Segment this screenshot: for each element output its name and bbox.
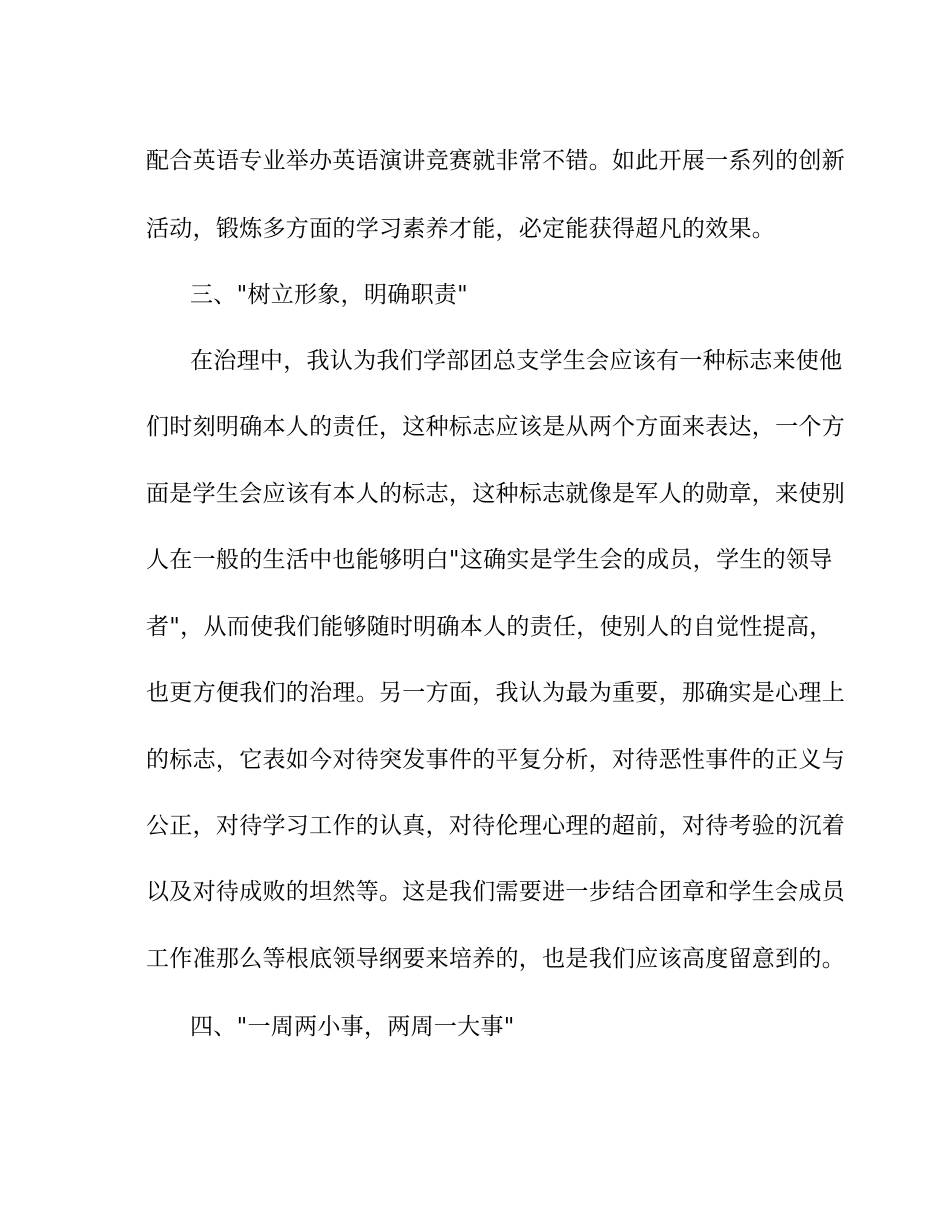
body-text-line: 公正，对待学习工作的认真，对待伦理心理的超前，对待考验的沉着 [146, 813, 845, 839]
paragraph-first-line: 在治理中，我认为我们学部团总支学生会应该有一种标志来使他 [190, 348, 843, 374]
body-text-line: 以及对待成败的坦然等。这是我们需要进一步结合团章和学生会成员 [146, 879, 845, 905]
body-text-line: 活动，锻炼多方面的学习素养才能，必定能获得超凡的效果。 [146, 216, 776, 242]
body-text-line: 人在一般的生活中也能够明白"这确实是学生会的成员，学生的领导 [146, 547, 833, 573]
body-text-line: 的标志，它表如今对待突发事件的平复分析，对待恶性事件的正义与 [146, 747, 845, 773]
section-heading: 四、"一周两小事，两周一大事" [190, 1014, 515, 1040]
body-text-line: 配合英语专业举办英语演讲竞赛就非常不错。如此开展一系列的创新 [146, 148, 845, 174]
body-text-line: 工作准那么等根底领导纲要来培养的，也是我们应该高度留意到的。 [146, 946, 845, 972]
section-heading: 三、"树立形象，明确职责" [190, 282, 469, 308]
body-text-line: 面是学生会应该有本人的标志，这种标志就像是军人的勋章，来使别 [146, 481, 845, 507]
body-text-line: 们时刻明确本人的责任，这种标志应该是从两个方面来表达，一个方 [146, 414, 845, 440]
body-text-line: 者"，从而使我们能够随时明确本人的责任，使别人的自觉性提高， [146, 614, 833, 640]
body-text-line: 也更方便我们的治理。另一方面，我认为最为重要，那确实是心理上 [146, 680, 845, 706]
